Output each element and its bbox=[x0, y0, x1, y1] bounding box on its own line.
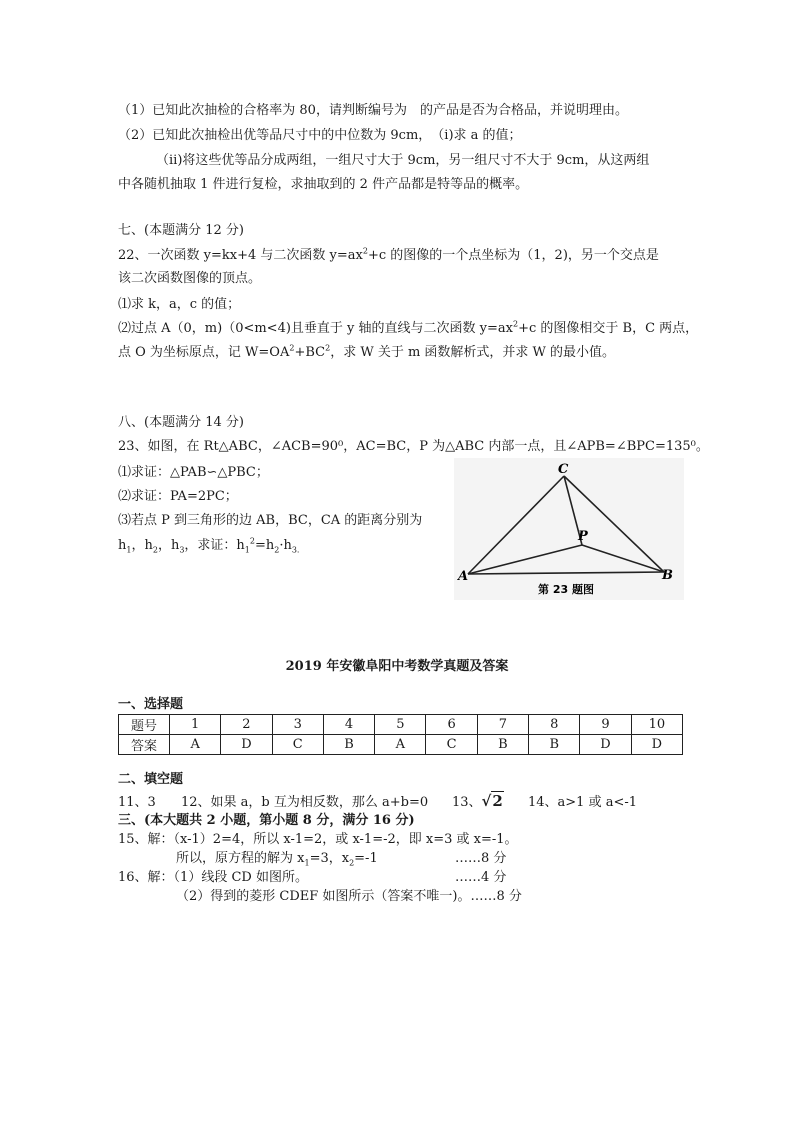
fill-answer-11: 11、3 bbox=[118, 795, 156, 810]
table-cell: D bbox=[580, 735, 631, 755]
q15-score: ……8 分 bbox=[455, 851, 507, 866]
table-cell: 4 bbox=[323, 715, 374, 735]
section7-heading: 七、(本题满分 12 分) bbox=[118, 223, 244, 238]
label-c: C bbox=[558, 462, 569, 477]
label-b: B bbox=[662, 568, 673, 583]
q22-part2: ⑵过点 A（0，m)（0<m<4)且垂直于 y 轴的直线与二次函数 $y=ax^2+c$ 的图像相交于 B，C 两点， bbox=[118, 319, 699, 336]
section1-heading: 一、选择题 bbox=[118, 697, 184, 712]
table-head-number: 题号 bbox=[119, 715, 170, 735]
q21-part2c: 中各随机抽取 1 件进行复检，求抽取到的 2 件产品都是特等品的概率。 bbox=[118, 177, 529, 192]
table-cell: A bbox=[375, 735, 426, 755]
table-cell: 8 bbox=[529, 715, 580, 735]
table-cell: C bbox=[272, 735, 323, 755]
table-cell: C bbox=[426, 735, 477, 755]
table-cell: 3 bbox=[272, 715, 323, 735]
table-cell: 6 bbox=[426, 715, 477, 735]
segment-ab bbox=[468, 572, 664, 574]
q23-part3: ⑶若点 P 到三角形的边 AB，BC，CA 的距离分别为 bbox=[118, 513, 423, 528]
table-cell: D bbox=[221, 735, 272, 755]
label-p: P bbox=[578, 529, 588, 544]
table-cell: 7 bbox=[477, 715, 528, 735]
q22-part1: ⑴求 k，a，c 的值； bbox=[118, 297, 241, 312]
table-cell: D bbox=[631, 735, 682, 755]
table-cell: B bbox=[477, 735, 528, 755]
answer-table bbox=[118, 714, 683, 755]
segment-ap bbox=[468, 545, 582, 574]
fill-answer-13: 13、√2 bbox=[452, 792, 503, 810]
figure-caption: 第 23 题图 bbox=[538, 583, 594, 596]
fill-answer-14: 14、a>1 或 a<-1 bbox=[528, 795, 638, 810]
table-cell: 1 bbox=[170, 715, 221, 735]
q21-part2b: （ⅱ)将这些优等品分成两组，一组尺寸大于 9cm，另一组尺寸不大于 9cm，从这两组 bbox=[156, 153, 650, 168]
q23-part1: ⑴求证：△PAB∽△PBC； bbox=[118, 465, 269, 480]
segment-ac bbox=[468, 476, 564, 574]
q23-part2: ⑵求证：PA=2PC； bbox=[118, 489, 238, 504]
q21-part2a: （2）已知此次抽检出优等品尺寸中的中位数为 9cm， （ⅰ)求 a 的值； bbox=[118, 128, 522, 143]
table-row-choices bbox=[119, 735, 683, 755]
q23-line1: 23、如图，在 Rt△ABC，∠ACB=90⁰，AC=BC，P 为△ABC 内部一点，且∠APB=∠BPC=135⁰。 bbox=[118, 439, 709, 454]
q15-line1: 15、解：（x-1）2=4，所以 x-1=2，或 x-1=-2，即 x=3 或 x=-1。 bbox=[118, 832, 518, 847]
table-row-numbers bbox=[119, 715, 683, 735]
sqrt-symbol: √2 bbox=[481, 792, 503, 810]
q15-line2: 所以，原方程的解为 $x_1=3$，$x_2=-1$ bbox=[176, 851, 378, 868]
table-cell: 10 bbox=[631, 715, 682, 735]
q22-line2: 该二次函数图像的顶点。 bbox=[118, 271, 262, 286]
table-cell: B bbox=[529, 735, 580, 755]
q22-part2-cont: 点 O 为坐标原点，记 $W=OA^2+BC^2$，求 W 关于 m 函数解析式，并求 W 的最小值。 bbox=[118, 343, 616, 360]
segment-cb bbox=[564, 476, 664, 572]
q23-part3-cont: $h_1$，$h_2$，$h_3$，求证：$h_1^2=h_2\cdot h_{3.}$ bbox=[118, 536, 300, 555]
answers-title: 2019 年安徽阜阳中考数学真题及答案 bbox=[285, 659, 509, 674]
triangle-diagram bbox=[454, 458, 684, 600]
table-cell: 9 bbox=[580, 715, 631, 735]
segment-bp bbox=[582, 545, 664, 572]
q16-score1: ……4 分 bbox=[455, 870, 507, 885]
table-cell: A bbox=[170, 735, 221, 755]
section2-heading: 二、填空题 bbox=[118, 772, 184, 787]
section3-heading: 三、(本大题共 2 小题，第小题 8 分，满分 16 分) bbox=[118, 813, 415, 828]
fill-answer-12: 12、如果 a，b 互为相反数，那么 a+b=0 bbox=[181, 795, 429, 810]
q16-line2: （2）得到的菱形 CDEF 如图所示（答案不唯一)。……8 分 bbox=[176, 889, 522, 904]
label-a: A bbox=[458, 569, 469, 584]
table-cell: 2 bbox=[221, 715, 272, 735]
q21-part1: （1）已知此次抽检的合格率为 80，请判断编号为 的产品是否为合格品，并说明理由。 bbox=[118, 103, 628, 118]
table-cell: 5 bbox=[375, 715, 426, 735]
table-cell: B bbox=[323, 735, 374, 755]
section8-heading: 八、(本题满分 14 分) bbox=[118, 415, 244, 430]
q16-line1: 16、解：（1）线段 CD 如图所。 bbox=[118, 870, 308, 885]
q23-figure bbox=[454, 458, 684, 600]
table-head-answer: 答案 bbox=[119, 735, 170, 755]
q22-line1: 22、一次函数 y=kx+4 与二次函数 $y=ax^2+c$ 的图像的一个点坐标为（1，2)，另一个交点是 bbox=[118, 246, 659, 263]
